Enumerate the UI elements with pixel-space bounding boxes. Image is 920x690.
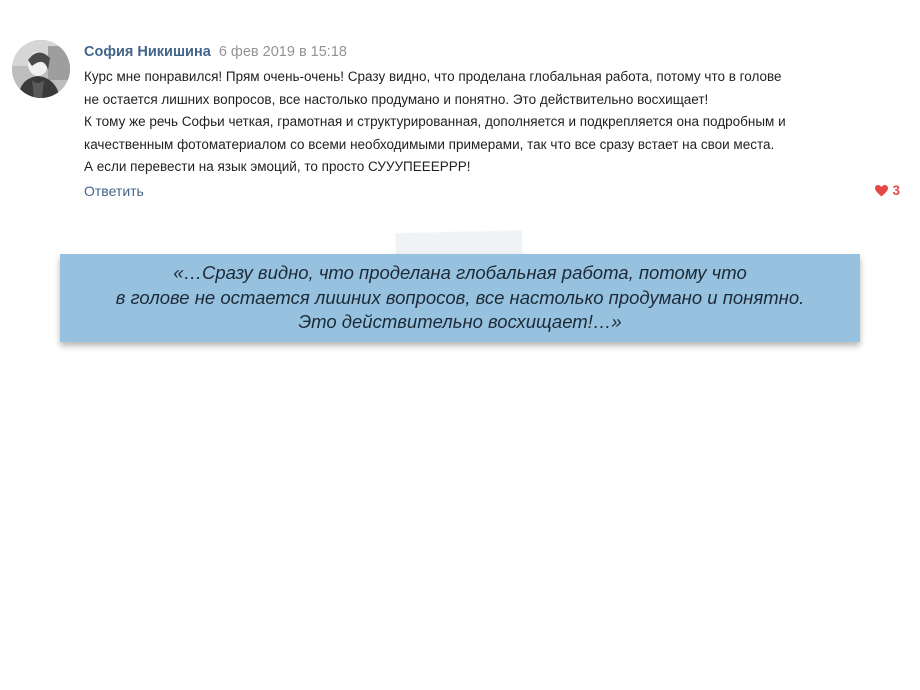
post-date[interactable]: 6 фев 2019 в 15:18 <box>218 44 347 60</box>
comment-header <box>84 43 347 61</box>
avatar[interactable] <box>12 40 70 98</box>
likes-count: 3 <box>892 183 900 198</box>
quote-text <box>116 261 805 335</box>
quote-line: в голове не остается лишних вопросов, все настолько продумано и понятно. <box>115 286 805 308</box>
reply-button[interactable]: Ответить <box>84 183 144 199</box>
author-name[interactable]: София Никишина <box>84 44 211 60</box>
quote-line: Это действительно восхищает!…» <box>298 311 622 333</box>
like-button[interactable] <box>875 182 900 200</box>
quote-banner <box>60 254 860 342</box>
comment-line: А если перевести на язык эмоций, то просто СУУУПЕЕЕРРР! <box>84 159 471 174</box>
avatar-photo <box>12 40 70 98</box>
comment-line: Курс мне понравился! Прям очень-очень! Сразу видно, что проделана глобальная работа, потому что в голове <box>84 69 782 84</box>
comment-text <box>84 66 894 179</box>
quote-line: «…Сразу видно, что проделана глобальная работа, потому что <box>173 262 747 284</box>
comment-line: не остается лишних вопросов, все настолько продумано и понятно. Это действительно восхищает! <box>84 91 709 107</box>
comment <box>12 34 902 212</box>
comment-line: качественным фотоматериалом со всеми необходимыми примерами, так что все сразу встает на свои места. <box>84 136 775 152</box>
comment-line: К тому же речь Софьи четкая, грамотная и структурированная, дополняется и подкрепляется она подробным и <box>84 114 786 129</box>
heart-icon <box>875 185 888 197</box>
